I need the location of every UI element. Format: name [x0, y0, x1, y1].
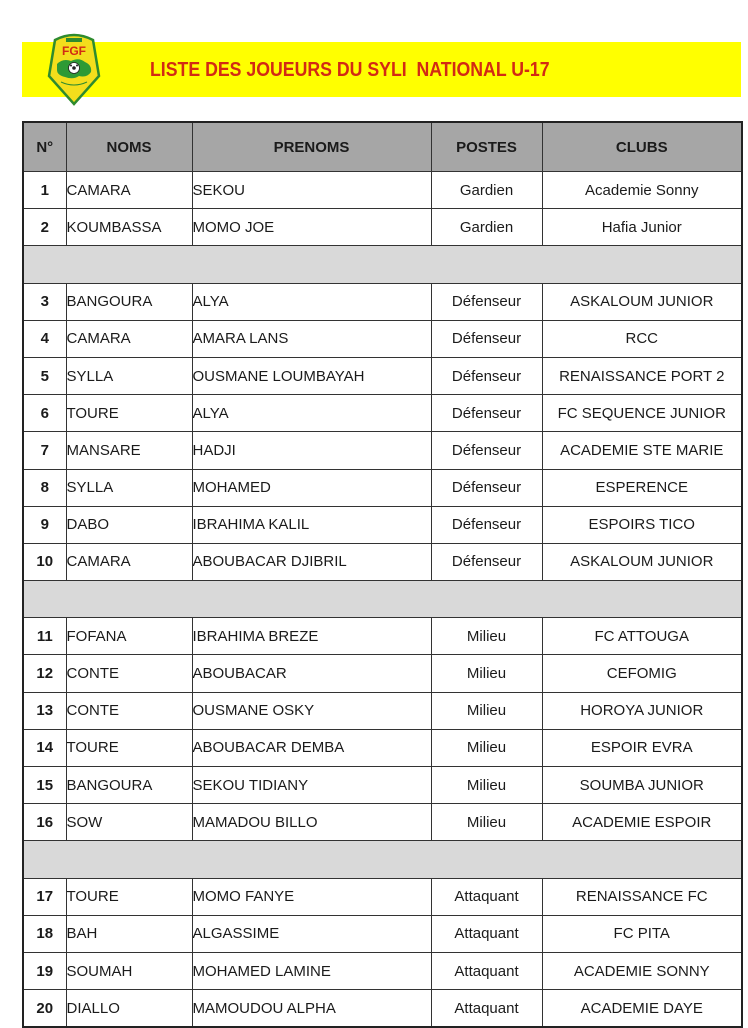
player-club: FC ATTOUGA — [542, 618, 742, 655]
table-row — [23, 283, 742, 320]
player-number: 6 — [23, 395, 66, 432]
federation-crest-icon — [45, 30, 103, 106]
player-last-name: DABO — [66, 506, 192, 543]
player-club: FC PITA — [542, 915, 742, 952]
table-row — [23, 990, 742, 1028]
table-row — [23, 729, 742, 766]
player-club: ESPERENCE — [542, 469, 742, 506]
player-position: Milieu — [431, 804, 542, 841]
player-last-name: CAMARA — [66, 543, 192, 580]
player-club: ACADEMIE SONNY — [542, 952, 742, 989]
player-position: Milieu — [431, 729, 542, 766]
table-row — [23, 432, 742, 469]
player-club: RENAISSANCE FC — [542, 878, 742, 915]
player-position: Attaquant — [431, 952, 542, 989]
table-row — [23, 357, 742, 394]
table-row — [23, 320, 742, 357]
player-last-name: TOURE — [66, 395, 192, 432]
player-first-name: HADJI — [192, 432, 431, 469]
player-last-name: SYLLA — [66, 357, 192, 394]
player-club: Academie Sonny — [542, 172, 742, 209]
table-row — [23, 543, 742, 580]
player-club: RCC — [542, 320, 742, 357]
player-last-name: KOUMBASSA — [66, 209, 192, 246]
player-first-name: MAMOUDOU ALPHA — [192, 990, 431, 1028]
player-first-name: ABOUBACAR DEMBA — [192, 729, 431, 766]
player-number: 2 — [23, 209, 66, 246]
player-number: 10 — [23, 543, 66, 580]
player-number: 9 — [23, 506, 66, 543]
logo-text: FGF — [62, 44, 86, 58]
player-first-name: OUSMANE LOUMBAYAH — [192, 357, 431, 394]
group-separator — [23, 581, 742, 618]
player-first-name: IBRAHIMA KALIL — [192, 506, 431, 543]
player-number: 8 — [23, 469, 66, 506]
player-club: ESPOIR EVRA — [542, 729, 742, 766]
player-first-name: ALYA — [192, 395, 431, 432]
header-noms: NOMS — [66, 122, 192, 172]
player-last-name: CAMARA — [66, 172, 192, 209]
table-row — [23, 469, 742, 506]
player-position: Défenseur — [431, 320, 542, 357]
group-separator — [23, 246, 742, 283]
table-row — [23, 804, 742, 841]
player-number: 1 — [23, 172, 66, 209]
table-row — [23, 655, 742, 692]
player-number: 16 — [23, 804, 66, 841]
player-number: 15 — [23, 767, 66, 804]
player-first-name: ALGASSIME — [192, 915, 431, 952]
header-number: N° — [23, 122, 66, 172]
header-postes: POSTES — [431, 122, 542, 172]
player-first-name: MOHAMED — [192, 469, 431, 506]
player-position: Défenseur — [431, 506, 542, 543]
player-number: 20 — [23, 990, 66, 1028]
table-row — [23, 172, 742, 209]
player-position: Milieu — [431, 618, 542, 655]
page-title: LISTE DES JOUEURS DU SYLI NATIONAL U-17 — [150, 59, 550, 81]
player-position: Attaquant — [431, 878, 542, 915]
player-position: Défenseur — [431, 283, 542, 320]
player-position: Gardien — [431, 209, 542, 246]
player-club: ASKALOUM JUNIOR — [542, 283, 742, 320]
players-table — [22, 121, 743, 1028]
table-row — [23, 952, 742, 989]
player-position: Gardien — [431, 172, 542, 209]
header-prenoms: PRENOMS — [192, 122, 431, 172]
player-last-name: CAMARA — [66, 320, 192, 357]
table-row — [23, 618, 742, 655]
player-club: Hafia Junior — [542, 209, 742, 246]
player-last-name: DIALLO — [66, 990, 192, 1028]
player-position: Milieu — [431, 767, 542, 804]
player-first-name: SEKOU — [192, 172, 431, 209]
table-row — [23, 878, 742, 915]
table-header-row — [23, 122, 742, 172]
player-number: 4 — [23, 320, 66, 357]
player-first-name: ABOUBACAR DJIBRIL — [192, 543, 431, 580]
player-first-name: OUSMANE OSKY — [192, 692, 431, 729]
table-row — [23, 915, 742, 952]
player-number: 14 — [23, 729, 66, 766]
player-number: 18 — [23, 915, 66, 952]
player-club: FC SEQUENCE JUNIOR — [542, 395, 742, 432]
player-number: 12 — [23, 655, 66, 692]
player-last-name: SOW — [66, 804, 192, 841]
player-club: ACADEMIE ESPOIR — [542, 804, 742, 841]
player-club: ACADEMIE STE MARIE — [542, 432, 742, 469]
player-number: 5 — [23, 357, 66, 394]
table-row — [23, 209, 742, 246]
player-last-name: SYLLA — [66, 469, 192, 506]
player-last-name: BANGOURA — [66, 767, 192, 804]
header-clubs: CLUBS — [542, 122, 742, 172]
player-first-name: ABOUBACAR — [192, 655, 431, 692]
player-last-name: CONTE — [66, 655, 192, 692]
player-position: Attaquant — [431, 915, 542, 952]
player-number: 7 — [23, 432, 66, 469]
table-row — [23, 767, 742, 804]
player-club: CEFOMIG — [542, 655, 742, 692]
player-last-name: MANSARE — [66, 432, 192, 469]
player-position: Attaquant — [431, 990, 542, 1028]
player-last-name: SOUMAH — [66, 952, 192, 989]
player-club: SOUMBA JUNIOR — [542, 767, 742, 804]
table-row — [23, 506, 742, 543]
player-club: ACADEMIE DAYE — [542, 990, 742, 1028]
player-first-name: MOMO FANYE — [192, 878, 431, 915]
player-club: ASKALOUM JUNIOR — [542, 543, 742, 580]
player-position: Milieu — [431, 655, 542, 692]
player-last-name: TOURE — [66, 729, 192, 766]
player-first-name: AMARA LANS — [192, 320, 431, 357]
player-first-name: MOHAMED LAMINE — [192, 952, 431, 989]
player-position: Milieu — [431, 692, 542, 729]
player-first-name: ALYA — [192, 283, 431, 320]
player-last-name: BANGOURA — [66, 283, 192, 320]
player-number: 11 — [23, 618, 66, 655]
player-number: 19 — [23, 952, 66, 989]
player-position: Défenseur — [431, 432, 542, 469]
player-position: Défenseur — [431, 543, 542, 580]
player-position: Défenseur — [431, 357, 542, 394]
player-number: 3 — [23, 283, 66, 320]
player-first-name: SEKOU TIDIANY — [192, 767, 431, 804]
player-club: RENAISSANCE PORT 2 — [542, 357, 742, 394]
table-row — [23, 692, 742, 729]
player-last-name: BAH — [66, 915, 192, 952]
player-first-name: IBRAHIMA BREZE — [192, 618, 431, 655]
player-club: HOROYA JUNIOR — [542, 692, 742, 729]
table-row — [23, 395, 742, 432]
player-club: ESPOIRS TICO — [542, 506, 742, 543]
player-last-name: FOFANA — [66, 618, 192, 655]
player-first-name: MOMO JOE — [192, 209, 431, 246]
player-last-name: TOURE — [66, 878, 192, 915]
player-number: 17 — [23, 878, 66, 915]
player-last-name: CONTE — [66, 692, 192, 729]
player-first-name: MAMADOU BILLO — [192, 804, 431, 841]
player-number: 13 — [23, 692, 66, 729]
player-position: Défenseur — [431, 395, 542, 432]
group-separator — [23, 841, 742, 878]
player-position: Défenseur — [431, 469, 542, 506]
